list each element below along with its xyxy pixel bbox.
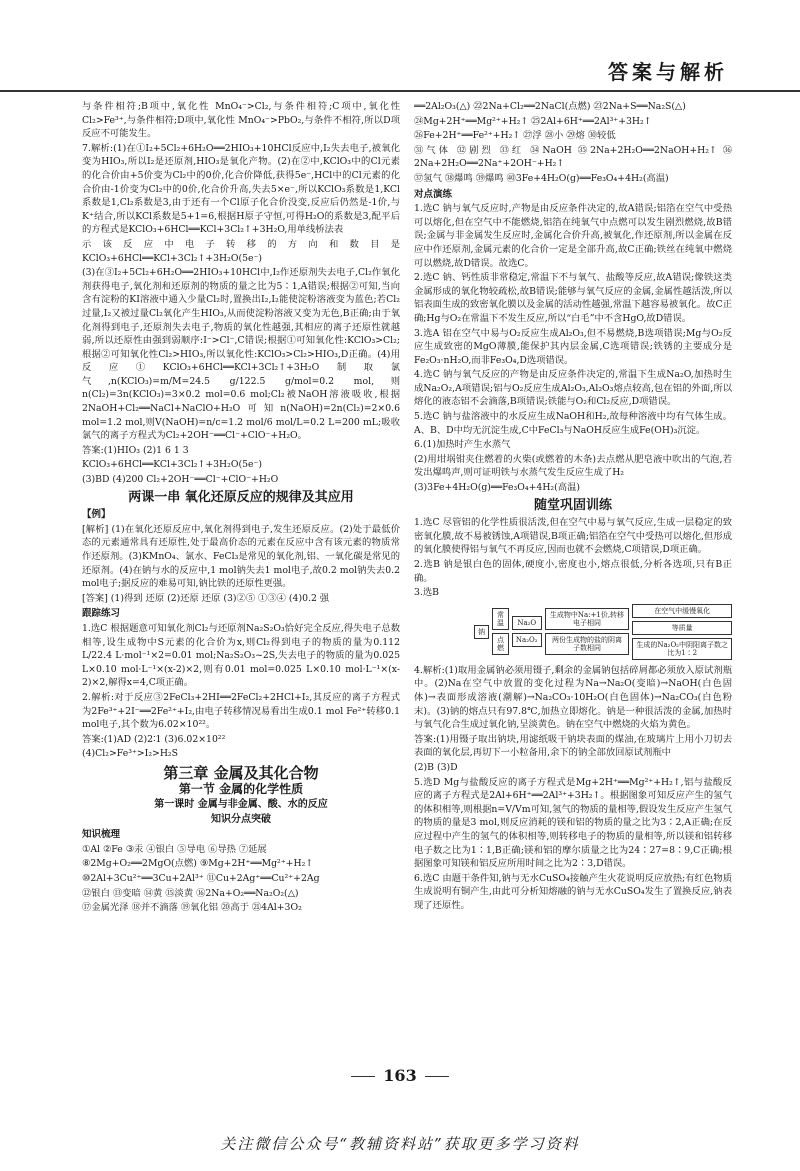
answer-line: (3)3Fe+4H₂O(g)══Fe₃O₄+4H₂(高温) (414, 482, 580, 494)
answer-line: ㉔Mg+2H⁺══Mg²⁺+H₂↑ ㉕2Al+6H⁺══2Al³⁺+3H₂↑ (414, 115, 652, 127)
answer-paragraph: 答案:(1)用镊子取出钠块,用滤纸吸干钠块表面的煤油,在玻璃片上用小刀切去表面的氧化层,再切下一小粒备用,余下的钠全部放回原试剂瓶中 (414, 733, 732, 759)
chapter-title: 第三章 金属及其化合物 (163, 763, 319, 782)
answer-line: ⑩2Al+3Cu²⁺══3Cu+2Al³⁺ ⑪Cu+2Ag⁺══Cu²⁺+2Ag (82, 873, 320, 885)
answer-paragraph: 4.选C 钠与氧气反应的产物是由反应条件决定的,常温下生成Na₂O,加热时生成Na₂O₂,A项错误;铝与O₂反应生成Al₂O₃,Al₂O₃熔点较高,包在铝的外面,所以熔化的液态铝不会滴落,B项错误;铁能与O₂和Cl₂反应,D项错误。 (414, 369, 732, 408)
flow-box-sodium: 钠 (474, 625, 489, 639)
answer-line: ══2Al₂O₃(△) ㉒2Na+Cl₂══2NaCl(点燃) ㉓2Na+S══Na₂S(△) (414, 101, 686, 112)
answer-line: ⑰金属光泽 ⑱并不滴落 ⑲氧化铝 ⑳高于 ㉑4Al+3O₂ (82, 902, 302, 914)
answer-paragraph: (2)用坩埚钳夹住燃着的火柴(或燃着的木条)去点燃从肥皂液中吹出的气泡,若发出爆鸣声,则可证明铁与水蒸气发生反应生成了H₂ (414, 453, 732, 479)
sodium-flow-diagram (474, 604, 732, 660)
header-title: 答案与解析 (608, 60, 728, 84)
section-title: 两课一串 氧化还原反应的规律及其应用 (128, 489, 354, 505)
answer-line: 答案:(1)HIO₃ (2)1 6 1 3 (82, 444, 189, 456)
answer-line: ㊲氢气 ㊳爆鸣 ㊴爆鸣 ㊵3Fe+4H₂O(g)══Fe₃O₄+4H₂(高温) (414, 172, 669, 184)
flow-box-note: 等质量 (632, 621, 732, 635)
answer-line: [答案] (1)得到 还原 (2)还原 还原 (3)②⑤ ①③④ (4)0.2 强 (82, 592, 330, 604)
answer-paragraph: 1.选C 根据题意可知氧化剂Cl₂与还原剂Na₂S₂O₃恰好完全反应,得失电子总数相等,设生成物中S元素的化合价为x,则Cl₂得到电子的物质的量为0.112 L/22.4 L·mol⁻¹×2=0.01 mol;Na₂S₂O₃~2S,失去电子的物质的量为0.025 L×0.10 mol·L⁻¹×(x-2)×2,则有0.01 mol=0.025 L×0.10 mol·L⁻¹×(x-2)×2,解得x=4,C项正确。 (82, 622, 400, 689)
answer-line: (3)BD (4)200 Cl₂+2OH⁻══Cl⁻+ClO⁻+H₂O (82, 474, 279, 486)
answer-line: KClO₃+6HCl══KCl+3Cl₂↑+3H₂O(5e⁻) (82, 459, 263, 471)
flow-box-condition: 点燃 (492, 633, 509, 655)
answer-paragraph: 3.选A 铝在空气中易与O₂反应生成Al₂O₃,但不易燃烧,B选项错误;Mg与O₂反应生成致密的MgO薄膜,能保护其内层金属,C选项错误;铁锈的主要成分是Fe₂O₃·nH₂O,而非Fe₃O₄,D选项错误。 (414, 327, 732, 366)
footer-note: 关注微信公众号“教辅资料站”获取更多学习资料 (220, 1135, 580, 1153)
answer-line: 答案:(1)AD (2)2∶1 (3)6.02×10²² (82, 733, 226, 745)
answer-line: 6.(1)加热时产生水蒸气 (414, 439, 511, 451)
answer-paragraph: [解析] (1)在氧化还原反应中,氧化剂得到电子,发生还原反应。(2)处于最低价态的元素通常具有还原性,处于最高价态的元素在反应中含有该元素的物质常作还原剂。(3)KMnO₄、氯水、FeCl₃是常见的氧化剂,铝、一氧化碳是常见的还原剂。(4)在钠与水的反应中,1 mol钠失去1 mol电子,故0.2 mol钠失去0.2 mol电子;据反应的难易可知,钠比铁的还原性更强。 (82, 523, 400, 590)
answer-paragraph: 示该反应中电子转移的方向和数目是 KClO₃+6HCl══KCl+3Cl₂↑+3H₂O(5e⁻) (82, 238, 400, 264)
answer-line: ⑫银白 ⑬变暗 ⑭黄 ⑮淡黄 ⑯2Na+O₂══Na₂O₂(△) (82, 887, 299, 899)
section-heading: 第一节 金属的化学性质 (178, 781, 304, 796)
drill-title: 对点演练 (414, 188, 453, 200)
lesson-subheading: 知识分点突破 (211, 813, 271, 825)
right-column (414, 100, 732, 1080)
left-column (82, 100, 400, 1080)
answer-paragraph: 7.解析:(1)在①I₂+5Cl₂+6H₂O══2HIO₃+10HCl反应中,I₂失去电子,被氧化变为HIO₃,所以I₂是还原剂,HIO₃是氧化产物。(2)在②中,KClO₃中的Cl元素的化合价由+5价变为Cl₂中的0价,化合价降低,获得5e⁻,HCl中的Cl元素的化合价由-1价变为Cl₂中的0价,化合价升高,失去5×e⁻,所以KClO₃系数是1,KCl系数是1,Cl₂系数是3,由于还有一个Cl原子化合价没变,反应后仍然是-1价,与K⁺结合,所以KCl系数是5+1=6,根据H原子守恒,可得H₂O的系数是3,配平后的方程式是KClO₃+6HCl══KCl+3Cl₂↑+3H₂O,用单线桥法表 (82, 142, 400, 236)
answer-paragraph: 2.解析:对于反应③2FeCl₃+2HI══2FeCl₂+2HCl+I₂,其反应的离子方程式为2Fe³⁺+2I⁻══2Fe²⁺+I₂,由电子转移情况易看出生成0.1 mol Fe²⁺转移0.1 mol电子,其个数为6.02×10²²。 (82, 691, 400, 731)
flow-box-note: 生成的Na₂O₂中阴阳离子数之比为1∶2 (632, 638, 732, 660)
answer-paragraph: 5.选D Mg与盐酸反应的离子方程式是Mg+2H⁺══Mg²⁺+H₂↑,铝与盐酸反应的离子方程式是2Al+6H⁺══2Al³⁺+3H₂↑。根据图象可知反应产生的氢气的体积相等,则根据n=V/Vm可知,氢气的物质的量相等,假设发生反应产生氢气的物质的量是3 mol,则反应消耗的镁和铝的物质的量之比为3∶2,A正确;在反应过程中产生的氢气的体积相等,则转移电子的物质的量相等,所以镁和铝转移电子数之比为1∶1,B正确;镁和铝的摩尔质量之比为24∶27=8∶9,C正确;根据图象可知镁和铝反应所用时间之比为2∶3,D错误。 (414, 776, 732, 870)
answer-paragraph: 4.解析:(1)取用金属钠必须用镊子,剩余的金属钠包括碎屑都必须放入原试剂瓶中。(2)Na在空气中放置的变化过程为Na→Na₂O(变暗)→NaOH(白色固体)→表面形成溶液(潮解)→Na₂CO₃·10H₂O(白色固体)→Na₂CO₃(白色粉末)。(3)钠的熔点只有97.8℃,加热立即熔化。钠是一种很活泼的金属,加热时与氧气化合生成过氧化钠,呈淡黄色。钠在空气中燃烧的火焰为黄色。 (414, 664, 732, 731)
flow-box-product: Na₂O₂ (512, 633, 542, 647)
answer-paragraph: 6.选C 由题干条件知,钠与无水CuSO₄接触产生火花说明反应放热;有红色物质生成说明有铜产生,由此可分析知熔融的钠与无水CuSO₄发生了置换反应,钠表现了还原性。 (414, 872, 732, 911)
example-label: 【例】 (82, 509, 111, 521)
followup-title: 跟踪练习 (82, 608, 121, 620)
answer-line: 3.选B (414, 587, 439, 599)
answer-line: (2)B (3)D (414, 761, 458, 773)
flow-box-note: 在空气中缓慢氧化 (632, 604, 732, 618)
answer-line: (4)Cl₂>Fe³⁺>I₂>H₂S (82, 748, 179, 760)
content-columns (82, 100, 732, 1080)
page-number: 163 (0, 1066, 800, 1085)
lesson-heading: 第一课时 金属与非金属、酸、水的反应 (154, 799, 328, 811)
answer-paragraph: 2.选C 钠、钙性质非常稳定,常温下不与氧气、盐酸等反应,故A错误;像铁这类金属形成的氧化物较疏松,故B错误;能够与氧气反应的金属,金属性越活泼,所以铝表面生成的致密氧化膜以及金属的活动性越强,常温下越容易被氧化。故C正确;Hg与O₂在常温下不发生反应,所以“白毛”中不含HgO,故D错误。 (414, 272, 732, 324)
page-header (0, 0, 800, 92)
answer-paragraph: 1.选C 尽管铝的化学性质很活泼,但在空气中易与氧气反应,生成一层稳定的致密氧化膜,故不易被锈蚀,A项错误,B项正确;铝箔在空气中受热可以熔化,但形成的氧化膜使得铝与氧气不再反应,因而也就不会燃烧,C项错误,D项正确。 (414, 517, 732, 556)
flow-box-note: 生成物中Na:+1价,转移电子相同 (545, 608, 630, 630)
flow-box-condition: 常温 (492, 608, 509, 630)
flow-box-note: 两份生成物的盐的阴离子数相同 (545, 633, 630, 655)
answer-line: ①Al ②Fe ③汞 ④银白 ⑤导电 ⑥导热 ⑦延展 (82, 843, 267, 855)
answer-paragraph: 与条件相符;B项中,氧化性 MnO₄⁻>Cl₂,与条件相符;C项中,氧化性 Cl₂>Fe³⁺,与条件相符;D项中,氧化性 MnO₄⁻>PbO₂,与条件不相符,所以D项反应不可能发生。 (82, 101, 400, 140)
answer-paragraph: (3)在③I₂+5Cl₂+6H₂O══2HIO₃+10HCl中,I₂作还原剂失去电子,Cl₂作氧化剂获得电子,氧化剂和还原剂的物质的量之比为5∶1,A错误;根据②可知,当向含有淀粉的KI溶液中通入少量Cl₂时,置换出I₂,I₂能使淀粉溶液变为蓝色;若Cl₂过量,I₂又被过量Cl₂氧化产生HIO₃,从而使淀粉溶液又变为无色,B正确;由于氧化剂得到电子,还原剂失去电子,物质的氧化性越强,其相应的离子还原性就越弱,所以还原性由强到弱顺序:I⁻>Cl⁻,C错误;根据①可知氧化性:KClO₃>Cl₂;根据②可知氧化性Cl₂>HIO₃,所以氧化性:KClO₃>Cl₂>HIO₃,D正确。(4)用反应①KClO₃+6HCl══KCl+3Cl₂↑+3H₂O制取氯气,n(KClO₃)=m/M=24.5 g/122.5 g/mol=0.2 mol,则n(Cl₂)=3n(KClO₃)=3×0.2 mol=0.6 mol;Cl₂被NaOH溶液吸收,根据2NaOH+Cl₂══NaCl+NaClO+H₂O可知n(NaOH)=2n(Cl₂)=2×0.6 mol=1.2 mol,则V(NaOH)=n/c=1.2 mol/6 mol/L=0.2 L=200 mL;吸收氯气的离子方程式为Cl₂+2OH⁻══Cl⁻+ClO⁻+H₂O。 (82, 267, 400, 442)
answer-line: ㉛气体 ㉜剧烈 ㉝红 ㉞NaOH ㉟2Na+2H₂O══2NaOH+H₂↑ ㊱2Na+2H₂O══2Na⁺+2OH⁻+H₂↑ (414, 144, 732, 170)
knowledge-title: 知识梳理 (82, 829, 121, 841)
answer-line: ⑧2Mg+O₂══2MgO(点燃) ⑨Mg+2H⁺══Mg²⁺+H₂↑ (82, 858, 314, 870)
answer-paragraph: 2.选B 钠是银白色的固体,硬度小,密度也小,熔点很低,分析各选项,只有B正确。 (414, 559, 732, 584)
consolidation-title: 随堂巩固训练 (533, 497, 612, 513)
answer-line: ㉖Fe+2H⁺══Fe²⁺+H₂↑ ㉗浮 ㉘小 ㉙熔 ㉚较低 (414, 130, 616, 142)
answer-paragraph: 5.选C 钠与盐溶液中的水反应生成NaOH和H₂,故每种溶液中均有气体生成。A、B、D中均无沉淀生成,C中FeCl₃与NaOH反应生成Fe(OH)₃沉淀。 (414, 411, 732, 436)
flow-box-product: Na₂O (512, 616, 542, 630)
answer-paragraph: 1.选C 钠与氧气反应时,产物是由反应条件决定的,故A错误;铝箔在空气中受热可以熔化,但在空气中不能燃烧,铝箔在纯氧气中点燃可以发生剧烈燃烧,故B错误;金属与非金属发生反应时,金属化合价升高,被氧化,作还原剂,所以金属在反应中作还原剂,金属元素的化合价一定是全部升高,故C正确;铁丝在纯氧中燃烧可以燃烧,故D错误。故选C。 (414, 203, 732, 269)
